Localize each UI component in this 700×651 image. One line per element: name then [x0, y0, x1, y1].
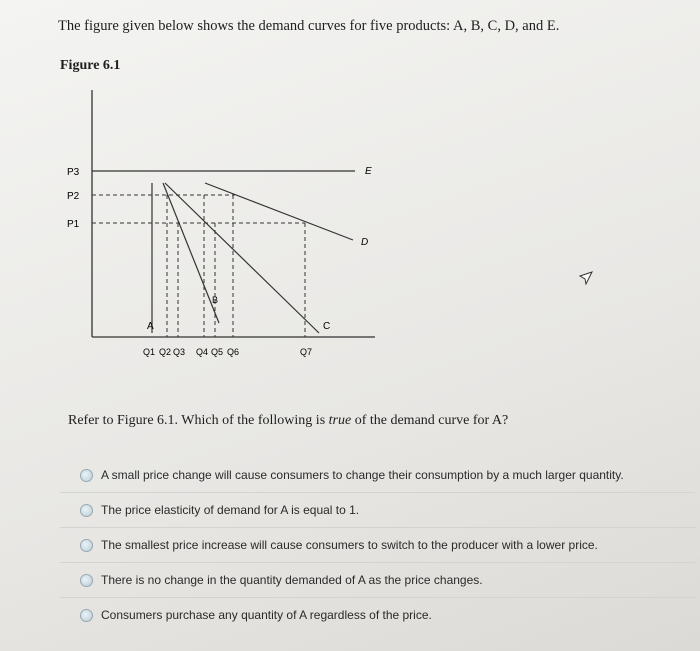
- prompt-before: Refer to Figure 6.1. Which of the following is: [68, 413, 329, 428]
- option-label: There is no change in the quantity demanded of A as the price changes.: [101, 573, 483, 587]
- tick-p2: P2: [67, 191, 80, 202]
- radio-button-icon[interactable]: [80, 574, 93, 587]
- answer-options: [60, 458, 695, 632]
- option-3[interactable]: [60, 528, 695, 563]
- prompt-emphasis: true: [328, 413, 352, 428]
- option-label: The smallest price increase will cause consumers to switch to the producer with a lower price.: [101, 538, 598, 552]
- option-4[interactable]: [60, 563, 695, 598]
- tick-q5: Q5: [211, 347, 224, 357]
- mouse-cursor-icon: [578, 270, 594, 286]
- option-label: The price elasticity of demand for A is equal to 1.: [101, 503, 360, 517]
- question-prompt: [68, 413, 508, 429]
- label-e: E: [365, 166, 372, 177]
- option-1[interactable]: [60, 458, 695, 493]
- radio-button-icon[interactable]: [80, 504, 93, 517]
- radio-button-icon[interactable]: [80, 609, 93, 622]
- tick-q2: Q2: [159, 347, 172, 357]
- label-b: B: [212, 295, 219, 305]
- tick-p3: P3: [67, 167, 80, 178]
- tick-q6: Q6: [227, 347, 240, 357]
- tick-q4: Q4: [196, 347, 209, 357]
- option-5[interactable]: [60, 598, 695, 632]
- prompt-after: of the demand curve for A?: [351, 413, 509, 428]
- tick-q1: Q1: [143, 347, 156, 357]
- radio-button-icon[interactable]: [80, 469, 93, 482]
- label-c: C: [323, 321, 331, 332]
- question-text: The figure given below shows the demand curves for five products: A, B, C, D, and E.: [58, 18, 560, 34]
- figure-label: Figure 6.1: [60, 58, 121, 73]
- option-label: Consumers purchase any quantity of A regardless of the price.: [101, 608, 432, 622]
- radio-button-icon[interactable]: [80, 539, 93, 552]
- curve-d: [205, 183, 353, 240]
- curve-b: [163, 183, 219, 323]
- label-d: D: [361, 237, 369, 248]
- tick-p1: P1: [67, 219, 80, 230]
- demand-curves-figure: [55, 85, 385, 360]
- tick-q7: Q7: [300, 347, 313, 357]
- tick-q3: Q3: [173, 347, 186, 357]
- option-label: A small price change will cause consumers to change their consumption by a much larger quantity.: [101, 468, 624, 482]
- curve-c: [165, 183, 319, 333]
- label-a: A: [147, 321, 154, 332]
- option-2[interactable]: [60, 493, 695, 528]
